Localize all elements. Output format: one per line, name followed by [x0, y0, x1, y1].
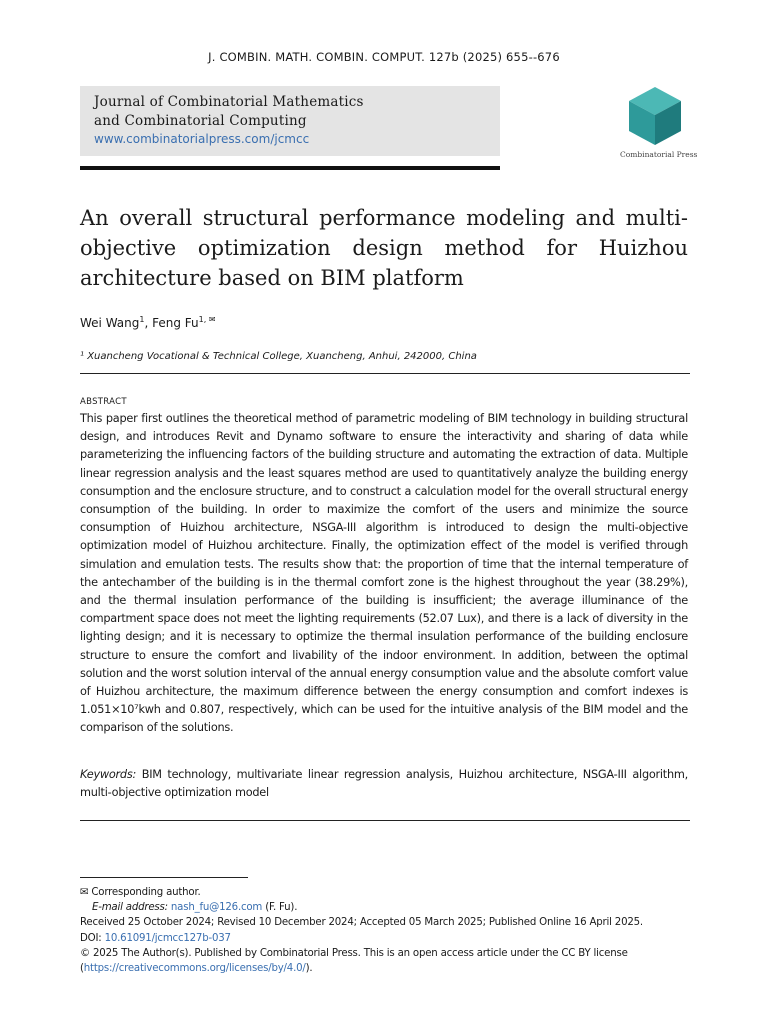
author-name: Wei Wang [80, 316, 140, 330]
author-affiliation-mark: 1, ✉ [198, 315, 216, 324]
abstract-text: This paper first outlines the theoretical method of parametric modeling of BIM technology in building structural design, and introduces Revit and Dynamo software to ensure the interactivity and sharing of data while parameterizing the influencing factors of the building structure and automating the extraction of data. Multiple linear regression analysis and the least squares method are used to quantitatively analyze the building energy consumption and the enclosure structure, and to construct a calculation model for the overall structural energy consumption of the building. In order to maximize the comfort of the users and minimize the source consumption of Huizhou architecture, NSGA-III algorithm is introduced to design the multi-objective optimization model of Huizhou architecture. Finally, the optimization effect of the model is verified through simulation and emulation tests. The results show that: the proportion of time that the internal temperature of the antechamber of the building is in the thermal comfort zone is the highest throughout the year (38.29%), and the thermal insulation performance of the building is insufficient; the average illuminance of the compartment space does not meet the lighting requirements (52.07 Lux), and there is a lack of diversity in the lighting design; and it is necessary to optimize the thermal insulation performance of the building enclosure structure to ensure the comfort and livability of the indoor environment. In addition, between the optimal solution and the worst solution interval of the annual energy consumption value and the absolute comfort value of Huizhou architecture, the maximum difference between the energy consumption and comfort indexes is 1.051×10⁷kwh and 0.807, respectively, which can be used for the intuitive analysis of the BIM model and the comparison of the solutions. [80, 412, 688, 735]
abstract-bottom-rule [80, 820, 690, 821]
article-dates: Received 25 October 2024; Revised 10 December 2024; Accepted 05 March 2025; Published Online 16 April 2025. [80, 917, 643, 929]
journal-name-line2: and Combinatorial Computing [94, 113, 307, 129]
footnote-rule [80, 877, 248, 878]
abstract-top-rule [80, 373, 690, 374]
journal-name-line1: Journal of Combinatorial Mathematics [94, 94, 364, 110]
paper-title: An overall structural performance modeling and multi-objective optimization design method for Huizhou architecture based on BIM platform [80, 206, 688, 290]
keywords-label: Keywords: [80, 768, 137, 781]
license-url-line [80, 961, 688, 976]
keywords [80, 766, 688, 802]
corresponding-author-note: ✉ Corresponding author. [80, 887, 201, 898]
abstract-label: ABSTRACT [80, 397, 127, 407]
running-head: J. COMBIN. MATH. COMBIN. COMPUT. 127b (2025) 655--676 [208, 50, 560, 64]
cube-logo-icon [627, 85, 683, 147]
doi-label: DOI: [80, 932, 102, 944]
author-name: Feng Fu [152, 316, 199, 330]
footnotes [80, 885, 688, 976]
author-separator: , [144, 316, 153, 330]
email-suffix: (F. Fu). [265, 902, 298, 914]
author-list [80, 315, 216, 330]
affiliation: ¹ Xuancheng Vocational & Technical College, Xuancheng, Anhui, 242000, China [80, 351, 477, 362]
license-close-paren: ). [305, 963, 313, 975]
email-line [80, 900, 688, 915]
doi-line [80, 931, 688, 946]
email-link[interactable]: nash_fu@126.com [170, 902, 263, 914]
license-open-paren: ( [80, 963, 84, 975]
email-label: E-mail address: [92, 902, 168, 914]
publisher-logo-label: Combinatorial Press [620, 150, 698, 159]
keywords-text: BIM technology, multivariate linear regression analysis, Huizhou architecture, NSGA-III algorithm, multi-objective optimization model [80, 768, 688, 800]
license-link[interactable]: https://creativecommons.org/licenses/by/4.0/ [83, 963, 306, 975]
journal-url-link[interactable]: www.combinatorialpress.com/jcmcc [94, 132, 310, 146]
doi-link[interactable]: 10.61091/jcmcc127b-037 [104, 932, 231, 944]
header-rule [80, 166, 500, 170]
journal-info-box [80, 86, 500, 156]
publisher-logo [620, 85, 698, 159]
author-affiliation-mark: 1 [139, 315, 145, 324]
license-text: © 2025 The Author(s). Published by Combinatorial Press. This is an open access article under the CC BY license [80, 947, 628, 959]
